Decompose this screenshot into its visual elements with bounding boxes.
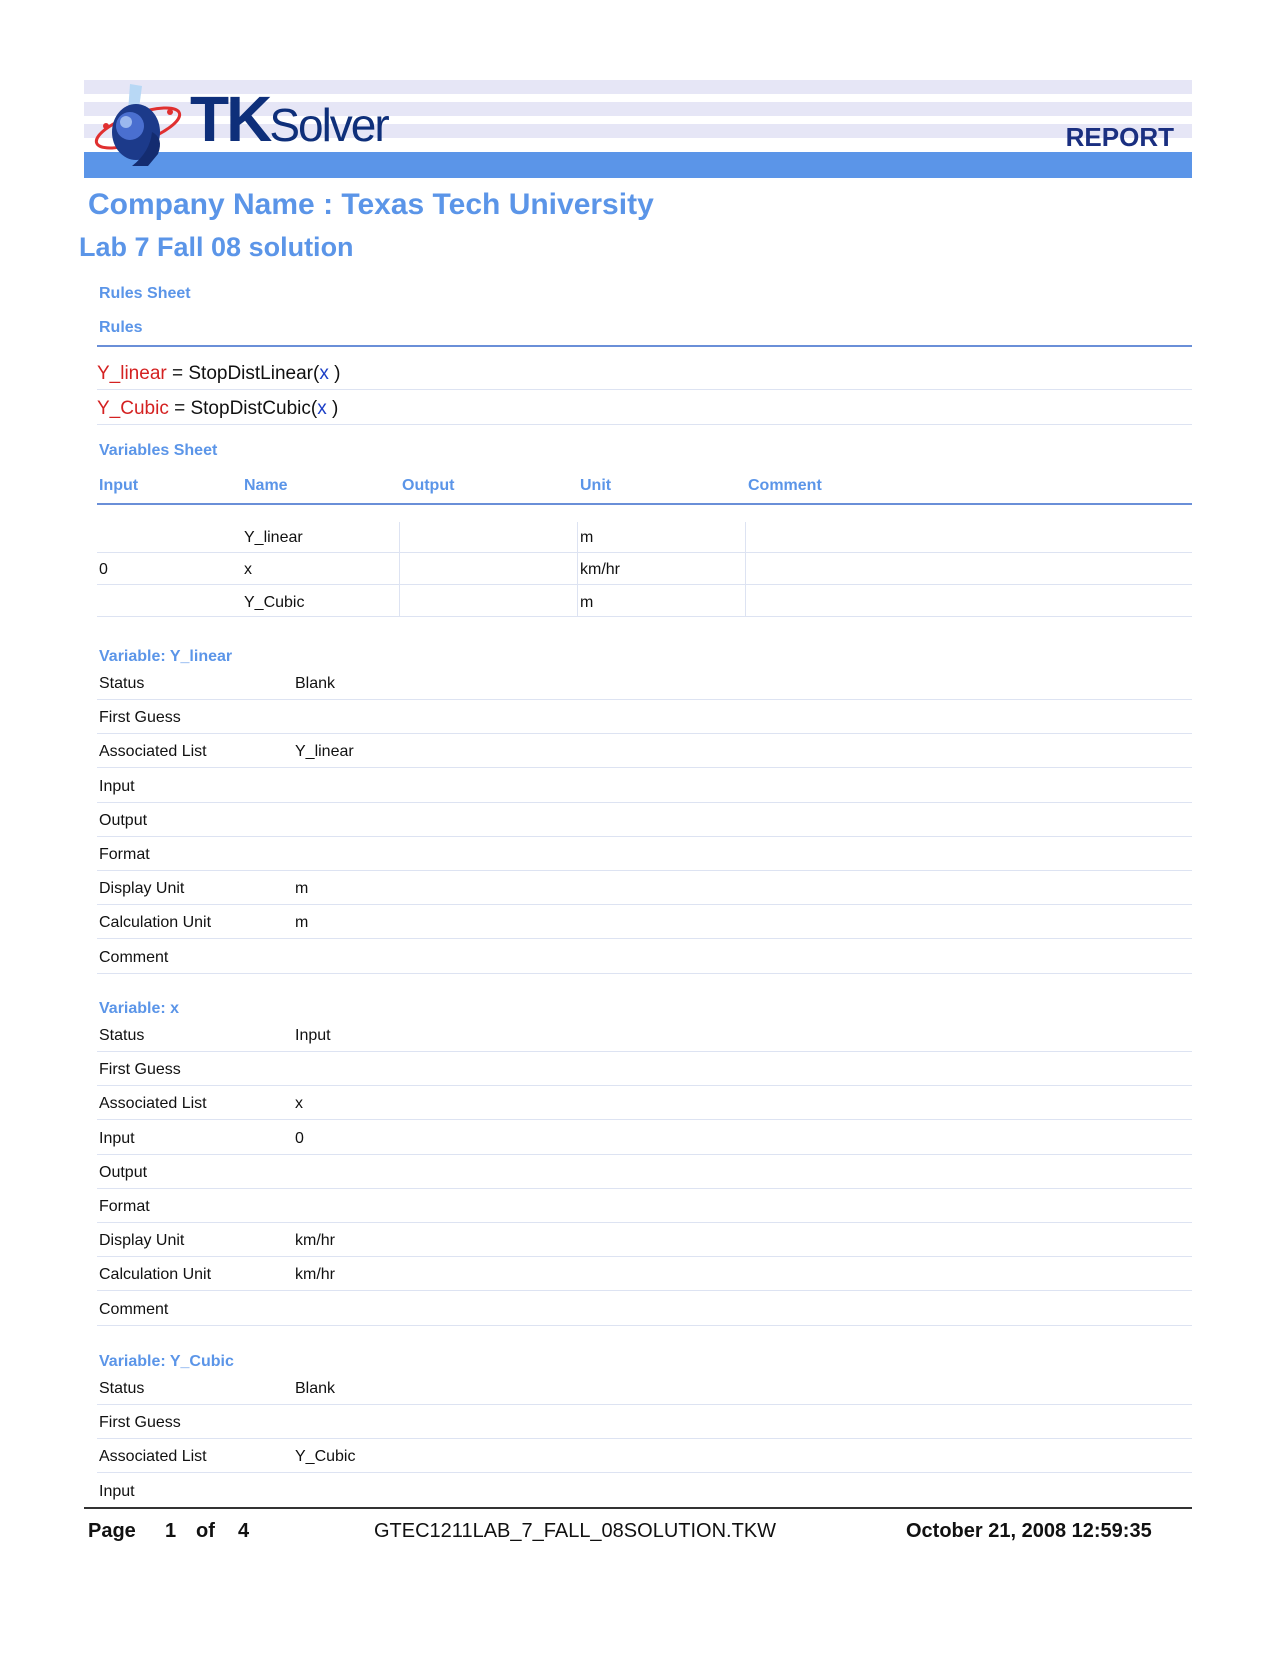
footer-datetime: October 21, 2008 12:59:35 (906, 1520, 1152, 1542)
row-divider (97, 1438, 1192, 1439)
column-divider (577, 522, 578, 617)
row-divider (97, 1472, 1192, 1473)
property-value: m (295, 914, 309, 932)
rule-function: = StopDistLinear( (166, 363, 320, 384)
rules-header-line (97, 345, 1192, 347)
tksolver-logo-icon (92, 82, 184, 170)
row-divider (97, 699, 1192, 700)
report-header-banner (84, 80, 1192, 178)
property-label: Status (99, 675, 145, 692)
var-row-unit: m (580, 529, 594, 546)
column-header-output: Output (402, 477, 455, 494)
row-divider (97, 1188, 1192, 1189)
property-label: Comment (99, 1300, 169, 1318)
rule-lhs: Y_linear (97, 363, 167, 384)
document-title: Lab 7 Fall 08 solution (79, 232, 354, 262)
property-label: First Guess (99, 1414, 181, 1432)
row-divider (97, 1085, 1192, 1086)
row-divider (97, 424, 1192, 425)
property-value: Blank (295, 1380, 336, 1397)
property-label: Associated List (99, 1448, 207, 1466)
rule-lhs: Y_Cubic (97, 398, 169, 419)
var-row-input: 0 (99, 561, 108, 578)
row-divider (97, 1404, 1192, 1405)
tksolver-logo-text (190, 84, 388, 154)
property-label: Format (99, 1198, 150, 1215)
property-label: First Guess (99, 709, 181, 727)
footer-page-number: 1 (165, 1520, 177, 1542)
row-divider (97, 973, 1192, 974)
var-row-name: x (244, 561, 252, 578)
rule-row (97, 398, 338, 420)
property-value: Input (295, 1027, 331, 1044)
variable-detail-title: Variable: Y_Cubic (99, 1353, 234, 1370)
property-label: Input (99, 1129, 135, 1147)
row-divider (97, 1325, 1192, 1326)
property-value: Y_Cubic (295, 1448, 356, 1466)
variables-header-line (97, 503, 1192, 505)
logo-tk: TK (190, 83, 270, 155)
property-label: Output (99, 1163, 148, 1181)
column-divider (399, 522, 400, 617)
column-divider (745, 522, 746, 617)
footer-of-label: of (196, 1520, 215, 1542)
logo-solver: Solver (269, 99, 388, 151)
row-divider (97, 1222, 1192, 1223)
property-value: Blank (295, 675, 336, 692)
row-divider (97, 1154, 1192, 1155)
property-value: km/hr (295, 1232, 335, 1250)
property-value: km/hr (295, 1266, 335, 1284)
property-label: Associated List (99, 1095, 207, 1113)
rule-row (97, 363, 340, 385)
variable-detail-title: Variable: Y_linear (99, 648, 233, 665)
row-divider (97, 870, 1192, 871)
rule-function: = StopDistCubic( (168, 398, 318, 419)
variable-detail-title: Variable: x (99, 1000, 180, 1017)
row-divider (97, 1051, 1192, 1052)
row-divider (97, 1290, 1192, 1291)
footer-filename: GTEC1211LAB_7_FALL_08SOLUTION.TKW (374, 1520, 777, 1542)
property-value: m (295, 880, 309, 898)
row-divider (97, 836, 1192, 837)
property-label: Calculation Unit (99, 914, 212, 932)
company-name: Company Name : Texas Tech University (88, 188, 654, 221)
property-label: Display Unit (99, 880, 185, 898)
property-label: Display Unit (99, 1232, 185, 1250)
var-row-unit: km/hr (580, 561, 620, 578)
property-label: Associated List (99, 743, 207, 761)
var-row-name: Y_Cubic (244, 594, 305, 611)
property-label: Status (99, 1027, 145, 1044)
row-divider (97, 802, 1192, 803)
property-label: Format (99, 846, 150, 863)
property-label: Status (99, 1380, 145, 1397)
rules-column-header: Rules (99, 319, 143, 336)
footer-page-label: Page (88, 1520, 136, 1542)
row-divider (97, 1256, 1192, 1257)
property-label: Input (99, 1482, 135, 1500)
rule-close: ) (326, 398, 339, 419)
row-divider (97, 389, 1192, 390)
property-label: First Guess (99, 1061, 181, 1079)
column-header-input: Input (99, 477, 139, 494)
property-value: x (295, 1095, 303, 1113)
row-divider (97, 767, 1192, 768)
property-label: Calculation Unit (99, 1266, 212, 1284)
row-divider (97, 616, 1192, 617)
property-label: Input (99, 777, 135, 795)
column-header-unit: Unit (580, 477, 612, 494)
rule-argument: x (317, 398, 327, 419)
column-header-name: Name (244, 477, 288, 494)
property-value: Y_linear (295, 743, 354, 761)
property-label: Output (99, 811, 148, 829)
property-value: 0 (295, 1129, 304, 1147)
row-divider (97, 552, 1192, 553)
var-row-unit: m (580, 594, 594, 611)
property-label: Comment (99, 948, 169, 966)
row-divider (97, 1119, 1192, 1120)
footer-page-total: 4 (238, 1520, 250, 1542)
column-header-comment: Comment (748, 477, 822, 494)
row-divider (97, 733, 1192, 734)
row-divider (97, 584, 1192, 585)
footer-line (84, 1507, 1192, 1509)
variables-sheet-title: Variables Sheet (99, 442, 218, 459)
row-divider (97, 904, 1192, 905)
var-row-name: Y_linear (244, 529, 303, 546)
rule-close: ) (328, 363, 341, 384)
row-divider (97, 938, 1192, 939)
rule-argument: x (319, 363, 329, 384)
header-blue-bar (84, 152, 1192, 178)
rules-sheet-title: Rules Sheet (99, 285, 191, 302)
report-label: REPORT (1065, 122, 1174, 152)
